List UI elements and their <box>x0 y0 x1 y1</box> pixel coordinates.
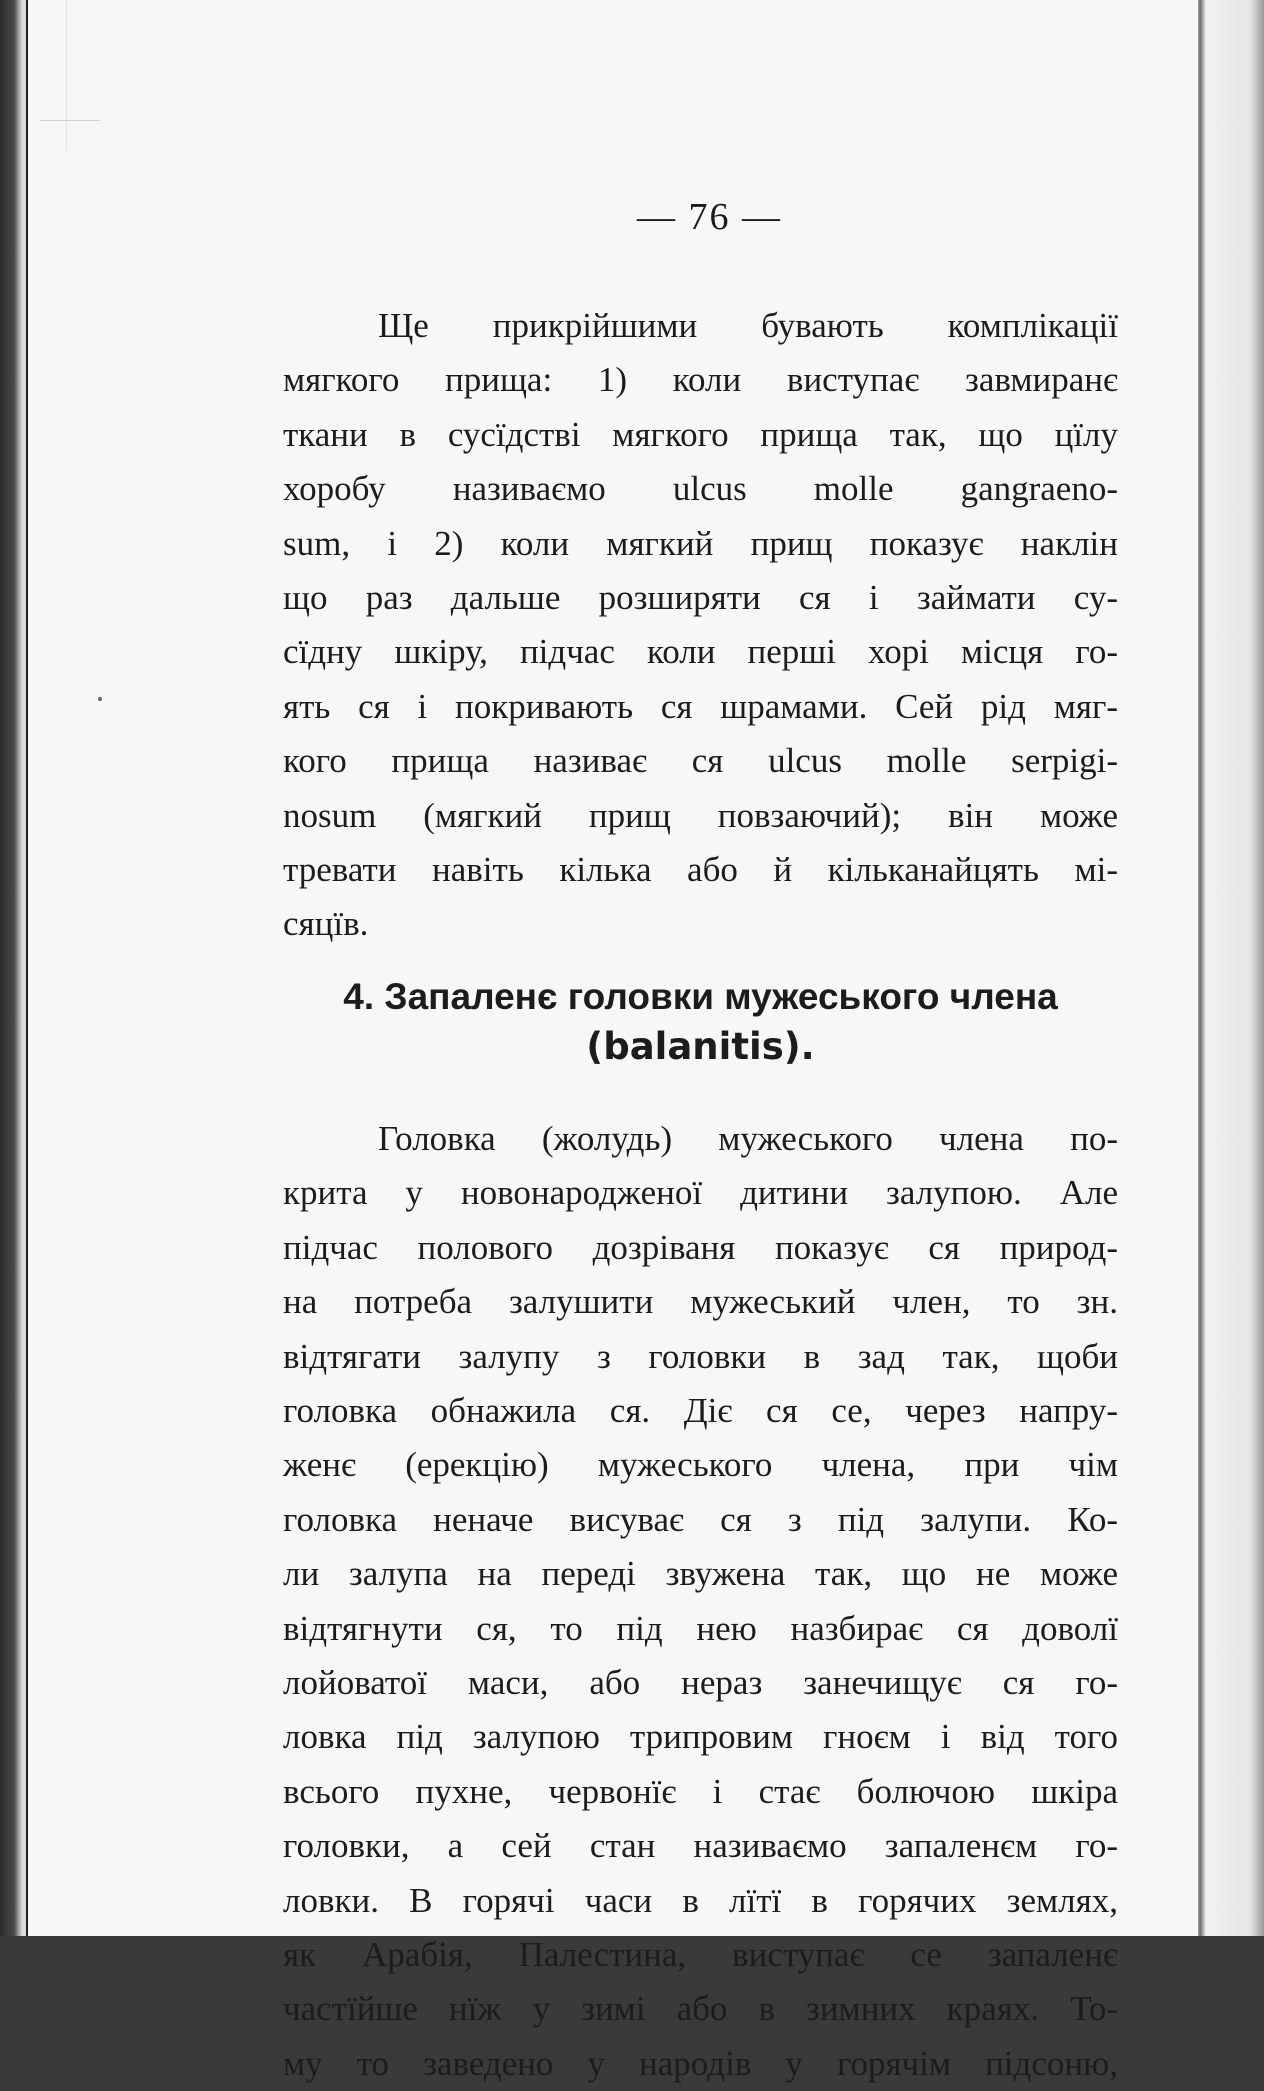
page-number: — 76 — <box>637 196 782 238</box>
text-line: мягкого прища: 1) коли виступає завмиранє <box>283 360 1118 400</box>
text-line: му то заведено у народів у горячім підсоню, <box>283 2043 1118 2083</box>
text-line: ловки. В горячі часи в лїтї в горячих землях, <box>283 1880 1118 1920</box>
text-line: ловка під залупою трипровим гноєм і від того <box>283 1717 1118 1757</box>
text-line: головка неначе висуває ся з під залупи. Ко- <box>283 1499 1118 1539</box>
text-line: хоробу називаємо ulcus molle gangraeno- <box>283 469 1118 509</box>
text-line: як Арабія, Палестина, виступає се запаленє <box>283 1934 1118 1974</box>
ink-speck <box>98 697 102 701</box>
text-line: sum, і 2) коли мягкий прищ показує наклін <box>283 523 1118 563</box>
text-line: сяцїв. <box>283 904 369 944</box>
section-heading <box>283 972 1118 1072</box>
text-line: nosum (мягкий прищ повзаючий); він може <box>283 795 1118 835</box>
text-block <box>283 195 1118 2091</box>
text-line: всього пухне, червонїє і стає болючою шкіра <box>283 1771 1118 1811</box>
paragraph-2 <box>283 1112 1118 2091</box>
text-line: на потреба залушити мужеський член, то зн. <box>283 1282 1118 1322</box>
text-line: тревати навіть кілька або й кільканайцять мі- <box>283 850 1118 890</box>
text-line: кого прища називає ся ulcus molle serpigi- <box>283 741 1118 781</box>
text-line: головки, а сей стан називаємо запаленєм го- <box>283 1826 1118 1866</box>
text-line: ткани в сусїдстві мягкого прища так, що цїлу <box>283 414 1118 454</box>
text-line: частїйше нїж у зимі або в зимних краях. То- <box>283 1989 1118 2029</box>
text-line: ять ся і покривають ся шрамами. Сей рід мяг- <box>283 686 1118 726</box>
text-line: Головка (жолудь) мужеського члена по- <box>378 1118 1118 1158</box>
text-line: сїдну шкіру, підчас коли перші хорі місця го- <box>283 632 1118 672</box>
text-line: Ще прикрійшими бувають комплікації <box>378 306 1118 345</box>
text-line: відтягати залупу з головки в зад так, щоби <box>283 1336 1118 1376</box>
heading-line-2: (balanitis). <box>586 1024 815 1068</box>
text-line: підчас полового дозріваня показує ся природ- <box>283 1227 1118 1267</box>
page-mark <box>40 120 100 131</box>
text-line: що раз дальше розширяти ся і займати су- <box>283 578 1118 618</box>
text-line: лойоватої маси, або нераз занечищує ся го- <box>283 1662 1118 1702</box>
text-line: головка обнажила ся. Діє ся се, через напру- <box>283 1390 1118 1430</box>
text-line: ли залупа на переді звужена так, що не може <box>283 1554 1118 1594</box>
text-line: відтягнути ся, то під нею назбирає ся доволї <box>283 1608 1118 1648</box>
heading-line-1: 4. Запаленє головки мужеського члена <box>343 975 1058 1017</box>
text-line: крита у новонародженої дитини залупою. Але <box>283 1173 1118 1213</box>
text-line: женє (ерекцію) мужеського члена, при чім <box>283 1445 1118 1485</box>
paragraph-1 <box>283 299 1118 952</box>
